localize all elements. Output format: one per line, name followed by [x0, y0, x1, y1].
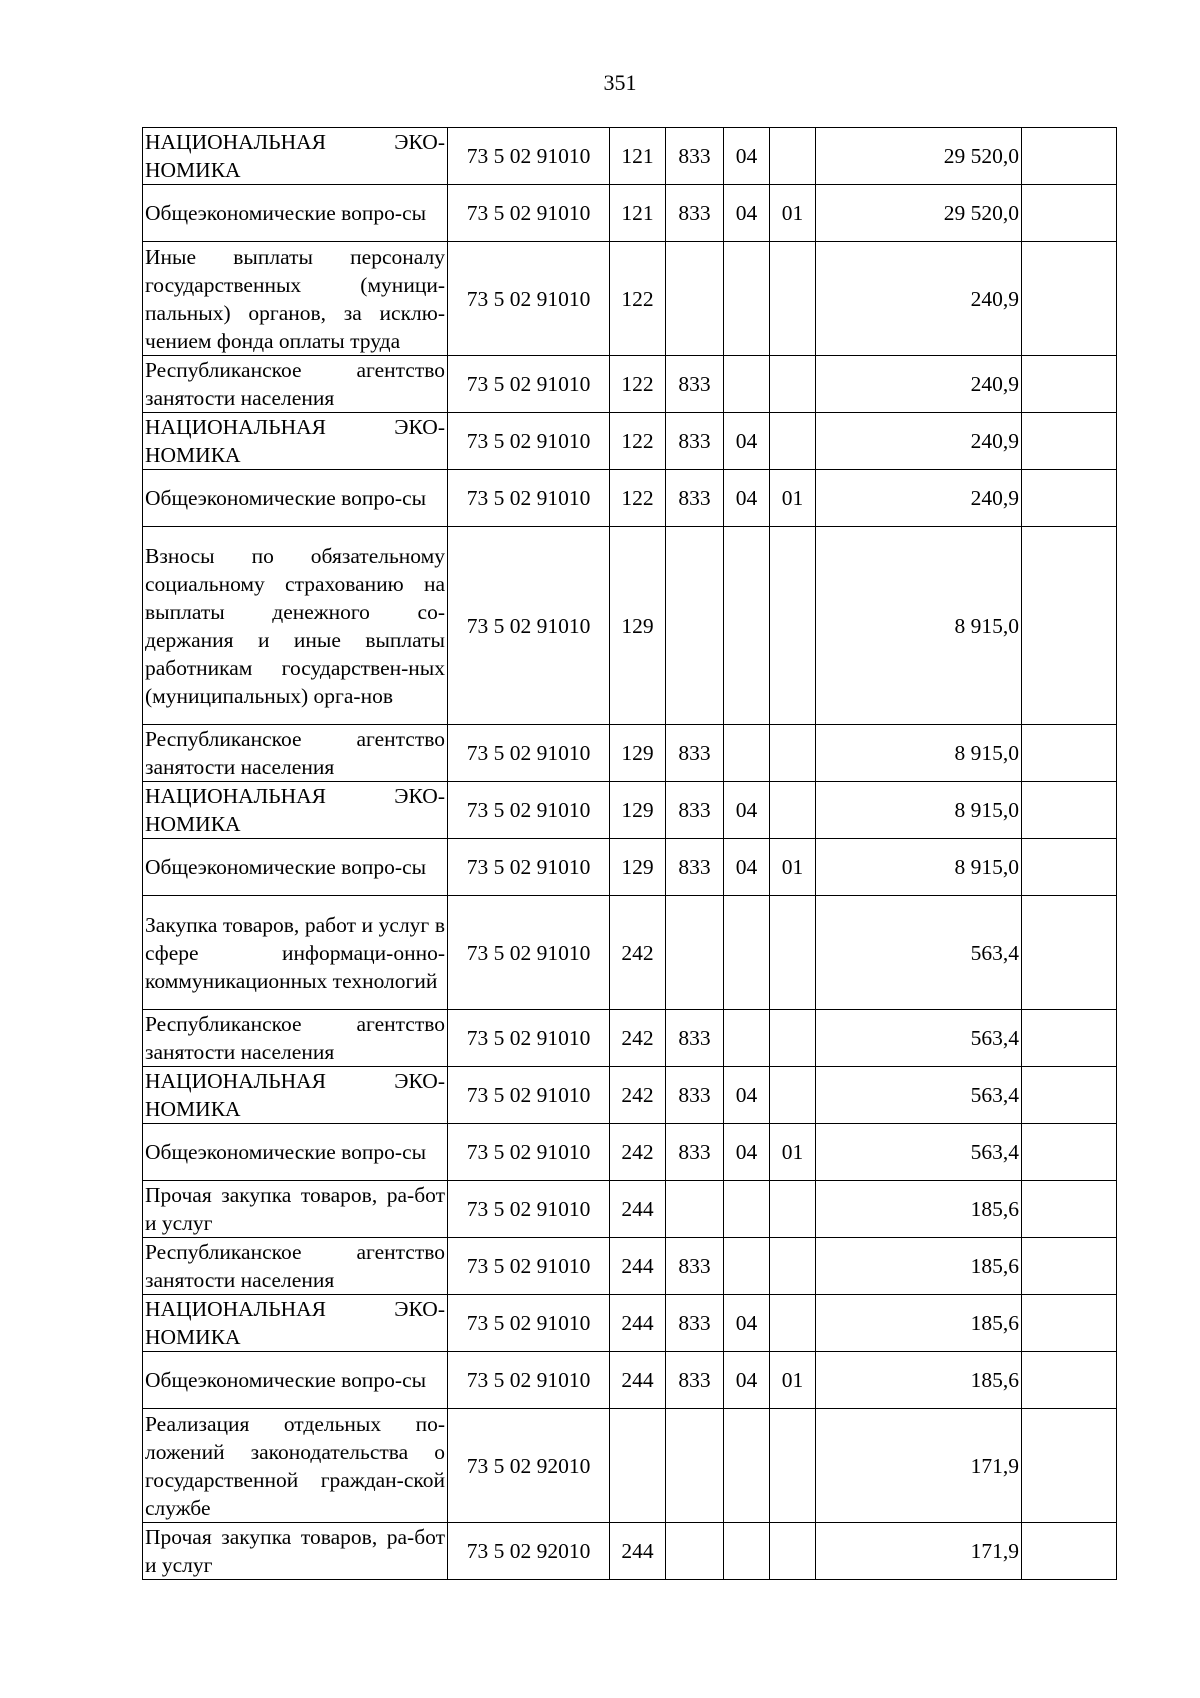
row-section: [724, 1238, 770, 1295]
row-amount: 185,6: [816, 1238, 1022, 1295]
row-extra: [1022, 242, 1117, 356]
row-extra: [1022, 839, 1117, 896]
row-subsection: [770, 782, 816, 839]
row-extra: [1022, 1295, 1117, 1352]
row-expense-type: 242: [610, 1124, 666, 1181]
row-administrator: [666, 896, 724, 1010]
row-expense-type: 129: [610, 527, 666, 725]
table-row: [143, 470, 1117, 527]
row-extra: [1022, 356, 1117, 413]
row-expense-type: 129: [610, 839, 666, 896]
row-target-code: 73 5 02 91010: [448, 896, 610, 1010]
table-row: [143, 1352, 1117, 1409]
row-name: НАЦИОНАЛЬНАЯ ЭКО-НОМИКА: [143, 413, 448, 470]
row-name: Прочая закупка товаров, ра-бот и услуг: [143, 1181, 448, 1238]
row-target-code: 73 5 02 91010: [448, 1010, 610, 1067]
row-expense-type: 244: [610, 1523, 666, 1580]
table-row: [143, 1523, 1117, 1580]
budget-table-body: [143, 128, 1117, 1580]
row-amount: 185,6: [816, 1181, 1022, 1238]
row-expense-type: 122: [610, 413, 666, 470]
row-subsection: [770, 128, 816, 185]
row-name: Взносы по обязательному социальному страхованию на выплаты денежного со-держания и иные выплаты работникам государствен-ных (муниципальных) орга-нов: [143, 527, 448, 725]
row-name: Общеэкономические вопро-сы: [143, 1124, 448, 1181]
row-target-code: 73 5 02 91010: [448, 1181, 610, 1238]
table-row: [143, 782, 1117, 839]
row-section: [724, 356, 770, 413]
row-expense-type: 242: [610, 896, 666, 1010]
row-expense-type: 129: [610, 725, 666, 782]
row-section: 04: [724, 1067, 770, 1124]
row-subsection: [770, 1067, 816, 1124]
row-name: Общеэкономические вопро-сы: [143, 185, 448, 242]
row-target-code: 73 5 02 91010: [448, 1352, 610, 1409]
row-section: [724, 1010, 770, 1067]
row-target-code: 73 5 02 91010: [448, 725, 610, 782]
table-row: [143, 527, 1117, 725]
row-target-code: 73 5 02 91010: [448, 413, 610, 470]
row-administrator: 833: [666, 413, 724, 470]
row-administrator: 833: [666, 356, 724, 413]
row-amount: 563,4: [816, 1010, 1022, 1067]
row-administrator: [666, 1409, 724, 1523]
row-expense-type: 242: [610, 1010, 666, 1067]
row-amount: 185,6: [816, 1295, 1022, 1352]
table-row: [143, 242, 1117, 356]
row-administrator: 833: [666, 1124, 724, 1181]
row-subsection: [770, 242, 816, 356]
row-amount: 240,9: [816, 470, 1022, 527]
row-expense-type: 244: [610, 1181, 666, 1238]
row-target-code: 73 5 02 91010: [448, 242, 610, 356]
row-name: Республиканское агентство занятости населения: [143, 356, 448, 413]
row-amount: 8 915,0: [816, 725, 1022, 782]
row-administrator: 833: [666, 1010, 724, 1067]
row-section: 04: [724, 128, 770, 185]
table-row: [143, 896, 1117, 1010]
row-name: Республиканское агентство занятости населения: [143, 725, 448, 782]
table-row: [143, 1295, 1117, 1352]
row-target-code: 73 5 02 91010: [448, 839, 610, 896]
budget-table: [142, 127, 1117, 1580]
row-extra: [1022, 185, 1117, 242]
row-administrator: 833: [666, 782, 724, 839]
row-subsection: [770, 1523, 816, 1580]
row-subsection: [770, 1295, 816, 1352]
row-administrator: 833: [666, 725, 724, 782]
page-number: 351: [603, 70, 637, 95]
row-extra: [1022, 782, 1117, 839]
row-expense-type: 242: [610, 1067, 666, 1124]
table-row: [143, 1067, 1117, 1124]
row-subsection: 01: [770, 839, 816, 896]
row-name: Реализация отдельных по-ложений законодательства о государственной граждан-ской службе: [143, 1409, 448, 1523]
row-administrator: [666, 1181, 724, 1238]
row-administrator: 833: [666, 1295, 724, 1352]
row-extra: [1022, 1181, 1117, 1238]
row-extra: [1022, 1010, 1117, 1067]
row-extra: [1022, 896, 1117, 1010]
row-target-code: 73 5 02 91010: [448, 1238, 610, 1295]
row-section: [724, 1409, 770, 1523]
row-target-code: 73 5 02 91010: [448, 782, 610, 839]
row-target-code: 73 5 02 92010: [448, 1523, 610, 1580]
row-subsection: [770, 1010, 816, 1067]
row-target-code: 73 5 02 91010: [448, 185, 610, 242]
row-target-code: 73 5 02 91010: [448, 1295, 610, 1352]
row-name: Закупка товаров, работ и услуг в сфере информаци-онно-коммуникационных технологий: [143, 896, 448, 1010]
row-subsection: [770, 896, 816, 1010]
row-target-code: 73 5 02 91010: [448, 470, 610, 527]
row-subsection: 01: [770, 470, 816, 527]
table-row: [143, 839, 1117, 896]
table-row: [143, 1409, 1117, 1523]
row-extra: [1022, 128, 1117, 185]
row-amount: 240,9: [816, 356, 1022, 413]
row-section: [724, 1523, 770, 1580]
table-row: [143, 1181, 1117, 1238]
row-amount: 240,9: [816, 413, 1022, 470]
row-name: НАЦИОНАЛЬНАЯ ЭКО-НОМИКА: [143, 1295, 448, 1352]
table-row: [143, 413, 1117, 470]
row-name: Республиканское агентство занятости населения: [143, 1010, 448, 1067]
row-amount: 563,4: [816, 1124, 1022, 1181]
row-target-code: 73 5 02 91010: [448, 527, 610, 725]
row-administrator: 833: [666, 185, 724, 242]
row-section: 04: [724, 839, 770, 896]
row-amount: 29 520,0: [816, 185, 1022, 242]
row-administrator: 833: [666, 128, 724, 185]
row-expense-type: 244: [610, 1295, 666, 1352]
row-expense-type: 244: [610, 1238, 666, 1295]
row-administrator: [666, 242, 724, 356]
row-administrator: 833: [666, 839, 724, 896]
row-expense-type: 122: [610, 356, 666, 413]
row-subsection: 01: [770, 1124, 816, 1181]
row-subsection: [770, 725, 816, 782]
row-extra: [1022, 527, 1117, 725]
row-subsection: [770, 413, 816, 470]
row-expense-type: 121: [610, 185, 666, 242]
row-amount: 185,6: [816, 1352, 1022, 1409]
row-name: Общеэкономические вопро-сы: [143, 470, 448, 527]
row-target-code: 73 5 02 91010: [448, 356, 610, 413]
table-row: [143, 356, 1117, 413]
row-section: 04: [724, 1124, 770, 1181]
row-amount: 8 915,0: [816, 782, 1022, 839]
row-section: 04: [724, 782, 770, 839]
row-amount: 8 915,0: [816, 527, 1022, 725]
row-amount: 29 520,0: [816, 128, 1022, 185]
row-expense-type: 244: [610, 1352, 666, 1409]
row-extra: [1022, 1124, 1117, 1181]
table-row: [143, 1010, 1117, 1067]
row-target-code: 73 5 02 91010: [448, 128, 610, 185]
row-expense-type: [610, 1409, 666, 1523]
row-section: 04: [724, 185, 770, 242]
row-target-code: 73 5 02 91010: [448, 1067, 610, 1124]
row-expense-type: 129: [610, 782, 666, 839]
row-subsection: [770, 1238, 816, 1295]
row-administrator: 833: [666, 470, 724, 527]
row-extra: [1022, 1067, 1117, 1124]
row-administrator: 833: [666, 1067, 724, 1124]
row-amount: 240,9: [816, 242, 1022, 356]
row-section: 04: [724, 413, 770, 470]
row-target-code: 73 5 02 92010: [448, 1409, 610, 1523]
row-subsection: [770, 1181, 816, 1238]
row-amount: 8 915,0: [816, 839, 1022, 896]
row-subsection: [770, 527, 816, 725]
row-administrator: 833: [666, 1352, 724, 1409]
row-subsection: [770, 356, 816, 413]
row-subsection: 01: [770, 1352, 816, 1409]
row-extra: [1022, 413, 1117, 470]
row-name: Республиканское агентство занятости населения: [143, 1238, 448, 1295]
row-section: [724, 725, 770, 782]
row-name: Общеэкономические вопро-сы: [143, 839, 448, 896]
row-amount: 563,4: [816, 1067, 1022, 1124]
row-name: НАЦИОНАЛЬНАЯ ЭКО-НОМИКА: [143, 128, 448, 185]
row-amount: 171,9: [816, 1523, 1022, 1580]
row-extra: [1022, 1409, 1117, 1523]
row-expense-type: 121: [610, 128, 666, 185]
table-row: [143, 185, 1117, 242]
row-expense-type: 122: [610, 242, 666, 356]
row-name: НАЦИОНАЛЬНАЯ ЭКО-НОМИКА: [143, 782, 448, 839]
row-extra: [1022, 725, 1117, 782]
row-extra: [1022, 470, 1117, 527]
row-section: [724, 1181, 770, 1238]
row-section: [724, 242, 770, 356]
row-target-code: 73 5 02 91010: [448, 1124, 610, 1181]
table-row: [143, 1124, 1117, 1181]
row-administrator: [666, 527, 724, 725]
table-row: [143, 725, 1117, 782]
row-subsection: [770, 1409, 816, 1523]
row-administrator: [666, 1523, 724, 1580]
row-name: Прочая закупка товаров, ра-бот и услуг: [143, 1523, 448, 1580]
row-extra: [1022, 1523, 1117, 1580]
row-section: [724, 896, 770, 1010]
row-extra: [1022, 1352, 1117, 1409]
table-row: [143, 1238, 1117, 1295]
table-row: [143, 128, 1117, 185]
row-section: [724, 527, 770, 725]
row-extra: [1022, 1238, 1117, 1295]
row-name: Иные выплаты персоналу государственных (муници-пальных) органов, за исклю-чением фонда оплаты труда: [143, 242, 448, 356]
row-amount: 563,4: [816, 896, 1022, 1010]
row-section: 04: [724, 1352, 770, 1409]
row-subsection: 01: [770, 185, 816, 242]
row-expense-type: 122: [610, 470, 666, 527]
row-administrator: 833: [666, 1238, 724, 1295]
row-section: 04: [724, 1295, 770, 1352]
row-name: НАЦИОНАЛЬНАЯ ЭКО-НОМИКА: [143, 1067, 448, 1124]
row-amount: 171,9: [816, 1409, 1022, 1523]
row-section: 04: [724, 470, 770, 527]
row-name: Общеэкономические вопро-сы: [143, 1352, 448, 1409]
